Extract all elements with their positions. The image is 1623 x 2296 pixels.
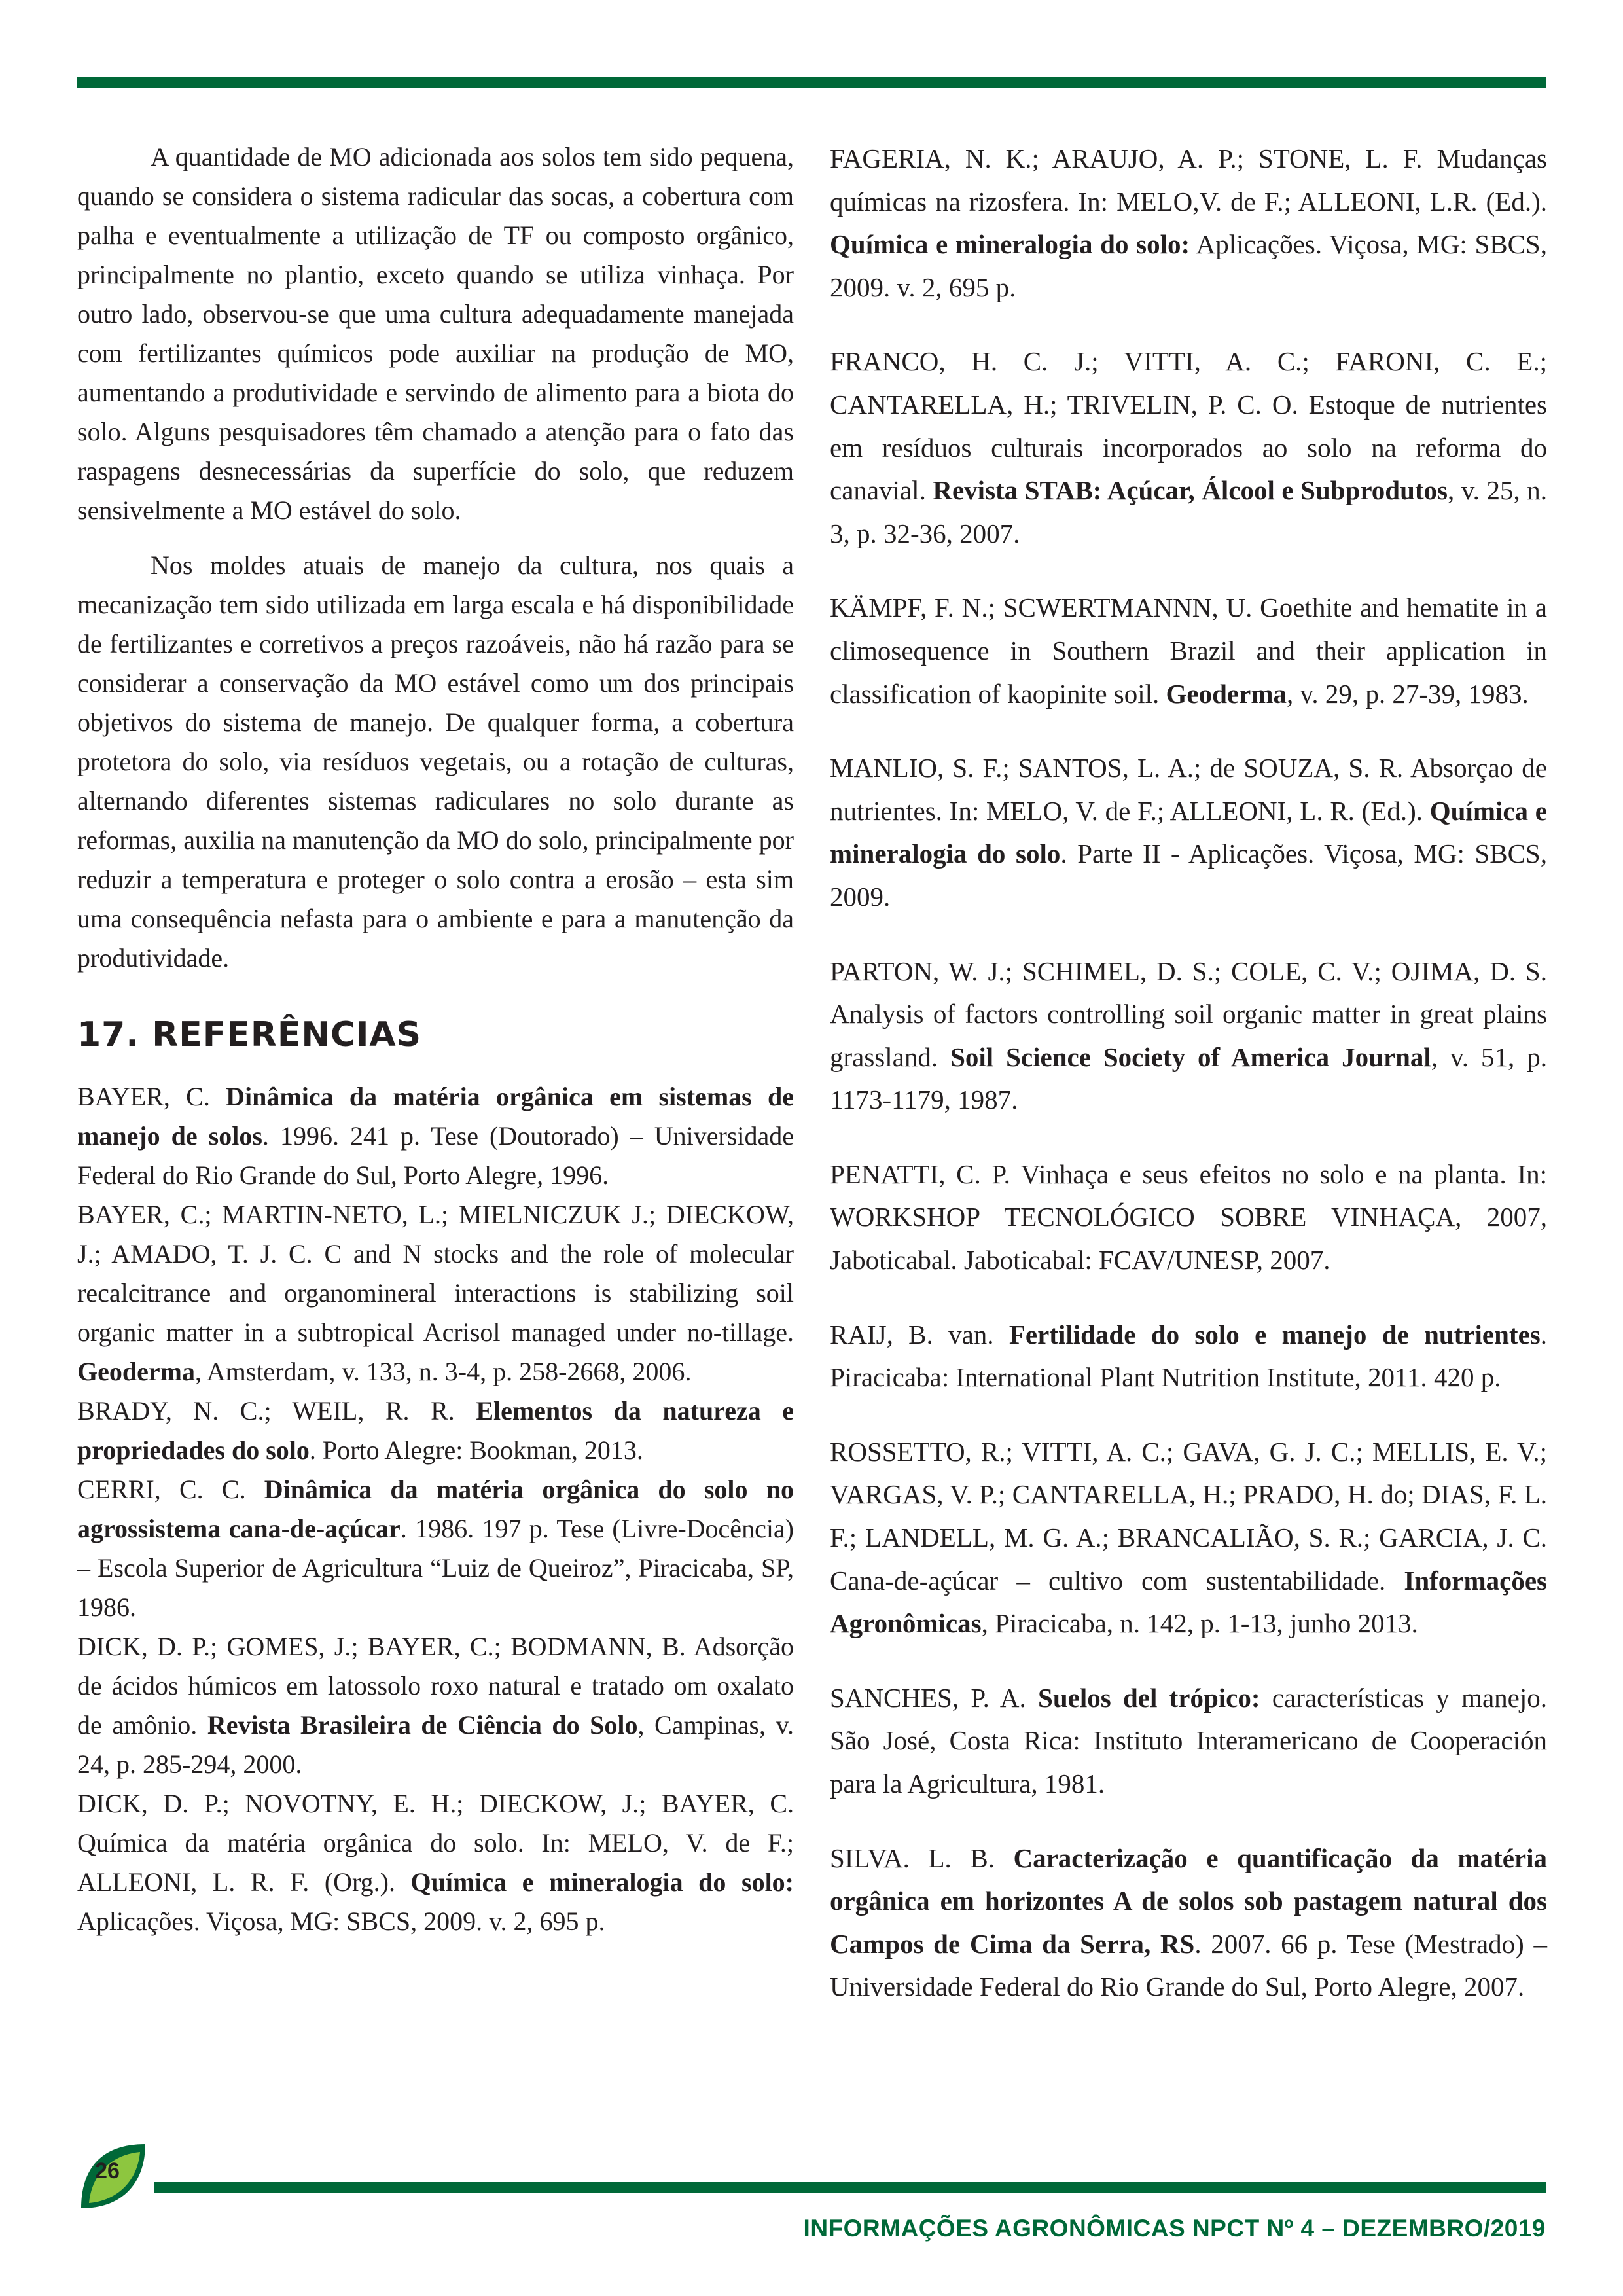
reference-item: MANLIO, S. F.; SANTOS, L. A.; de SOUZA, S. R. Absorçao de nutrientes. In: MELO, V. de F.; ALLEONI, L. R. (Ed.). Química e mineralogia do solo. Parte II - Aplicações. Viçosa, MG: SBCS, 2009. (830, 753, 1547, 912)
footer-rule (154, 2182, 1546, 2193)
section-heading-references: 17. REFERÊNCIAS (77, 1015, 422, 1054)
intro-paragraph-2: Nos moldes atuais de manejo da cultura, nos quais a mecanização tem sido utilizada em larga escala e há disponibilidade de fertilizantes e corretivos a preços razoáveis, não há razão para se considerar a conservação da MO estável como um dos principais objetivos do sistema de manejo. De qualquer forma, a cobertura protetora do solo, via resíduos vegetais, ou a rotação de culturas, alternando diferentes sistemas radiculares no solo durante as reformas, auxilia na manutenção da MO do solo, principalmente por reduzir a temperatura e proteger o solo contra a erosão – esta sim uma consequência nefasta para o ambiente e para a manutenção da produtividade. (77, 550, 794, 973)
intro-paragraph-1: A quantidade de MO adicionada aos solos tem sido pequena, quando se considera o sistema radicular das socas, a cobertura com palha e eventualmente a utilização de TF ou composto orgânico, principalmente no plantio, exceto quando se utiliza vinhaça. Por outro lado, observou-se que uma cultura adequadamente manejada com fertilizantes químicos pode auxiliar na produção de MO, aumentando a produtividade e servindo de alimento para a biota do solo. Alguns pesquisadores têm chamado a atenção para o fato das raspagens desnecessárias da superfície do solo, que reduzem sensivelmente a MO estável do solo. (77, 142, 794, 525)
reference-list-left (77, 1077, 794, 1941)
journal-footer-title: INFORMAÇÕES AGRONÔMICAS NPCT Nº 4 – DEZEMBRO/2019 (803, 2215, 1546, 2242)
reference-item: SILVA. L. B. Caracterização e quantificação da matéria orgânica em horizontes A de solos sob pastagem natural dos Campos de Cima da Serra, RS. 2007. 66 p. Tese (Mestrado) – Universidade Federal do Rio Grande do Sul, Porto Alegre, 2007. (830, 1842, 1547, 2002)
reference-item: KÄMPF, F. N.; SCWERTMANNN, U. Goethite and hematite in a climosequence in Southern Brazil and their application in classification of kaopinite soil. Geoderma, v. 29, p. 27-39, 1983. (830, 592, 1547, 709)
reference-item: PARTON, W. J.; SCHIMEL, D. S.; COLE, C. V.; OJIMA, D. S. Analysis of factors controlling soil organic matter in great plains grassland. Soil Science Society of America Journal, v. 51, p. 1173-1179, 1987. (830, 956, 1547, 1115)
reference-item: DICK, D. P.; GOMES, J.; BAYER, C.; BODMANN, B. Adsorção de ácidos húmicos em latossolo roxo natural e tratado om oxalato de amônio. Revista Brasileira de Ciência do Solo, Campinas, v. 24, p. 285-294, 2000. (77, 1632, 794, 1780)
reference-item: FRANCO, H. C. J.; VITTI, A. C.; FARONI, C. E.; CANTARELLA, H.; TRIVELIN, P. C. O. Estoque de nutrientes em resíduos culturais incorporados ao solo na reforma do canavial. Revista STAB: Açúcar, Álcool e Subprodutos, v. 25, n. 3, p. 32-36, 2007. (830, 346, 1548, 548)
reference-item: BAYER, C.; MARTIN-NETO, L.; MIELNICZUK J.; DIECKOW, J.; AMADO, T. J. C. C and N stocks and the role of molecular recalcitrance and organomineral interactions is stabilizing soil organic matter in a subtropical Acrisol managed under no-tillage. Geoderma, Amsterdam, v. 133, n. 3-4, p. 258-2668, 2006. (77, 1200, 794, 1387)
reference-item: CERRI, C. C. Dinâmica da matéria orgânica do solo no agrossistema cana-de-açúcar. 1986. 197 p. Tese (Livre-Docência) – Escola Superior de Agricultura “Luiz de Queiroz”, Piracicaba, SP, 1986. (77, 1475, 794, 1623)
reference-item: ROSSETTO, R.; VITTI, A. C.; GAVA, G. J. C.; MELLIS, E. V.; VARGAS, V. P.; CANTARELLA, H.; PRADO, H. do; DIAS, F. L. F.; LANDELL, M. G. A.; BRANCALIÃO, S. R.; GARCIA, J. C. Cana-de-açúcar – cultivo com sustentabilidade. Informações Agronômicas, Piracicaba, n. 142, p. 1-13, junho 2013. (830, 1436, 1547, 1639)
reference-item: FAGERIA, N. K.; ARAUJO, A. P.; STONE, L. F. Mudanças químicas na rizosfera. In: MELO,V. de F.; ALLEONI, L.R. (Ed.). Química e mineralogia do solo: Aplicações. Viçosa, MG: SBCS, 2009. v. 2, 695 p. (830, 143, 1547, 302)
left-column (77, 137, 794, 1941)
reference-item: SANCHES, P. A. Suelos del trópico: características y manejo. São José, Costa Rica: Instituto Interamericano de Cooperación para la Agricultura, 1981. (830, 1682, 1547, 1799)
reference-list-right (830, 137, 1547, 2009)
right-column (830, 137, 1547, 2040)
intro-text (77, 137, 794, 978)
header-rule (77, 77, 1546, 88)
reference-item: RAIJ, B. van. Fertilidade do solo e manejo de nutrientes. Piracicaba: International Plant Nutrition Institute, 2011. 420 p. (830, 1319, 1547, 1393)
reference-item: DICK, D. P.; NOVOTNY, E. H.; DIECKOW, J.; BAYER, C. Química da matéria orgânica do solo. In: MELO, V. de F.; ALLEONI, L. R. F. (Org.). Química e mineralogia do solo: Aplicações. Viçosa, MG: SBCS, 2009. v. 2, 695 p. (77, 1789, 794, 1937)
reference-item: BRADY, N. C.; WEIL, R. R. Elementos da natureza e propriedades do solo. Porto Alegre: Bookman, 2013. (77, 1396, 794, 1465)
reference-item: BAYER, C. Dinâmica da matéria orgânica em sistemas de manejo de solos. 1996. 241 p. Tese (Doutorado) – Universidade Federal do Rio Grande do Sul, Porto Alegre, 1996. (77, 1082, 794, 1191)
reference-item: PENATTI, C. P. Vinhaça e seus efeitos no solo e na planta. In: WORKSHOP TECNOLÓGICO SOBRE VINHAÇA, 2007, Jaboticabal. Jaboticabal: FCAV/UNESP, 2007. (830, 1158, 1547, 1276)
page-number: 26 (95, 2159, 120, 2183)
